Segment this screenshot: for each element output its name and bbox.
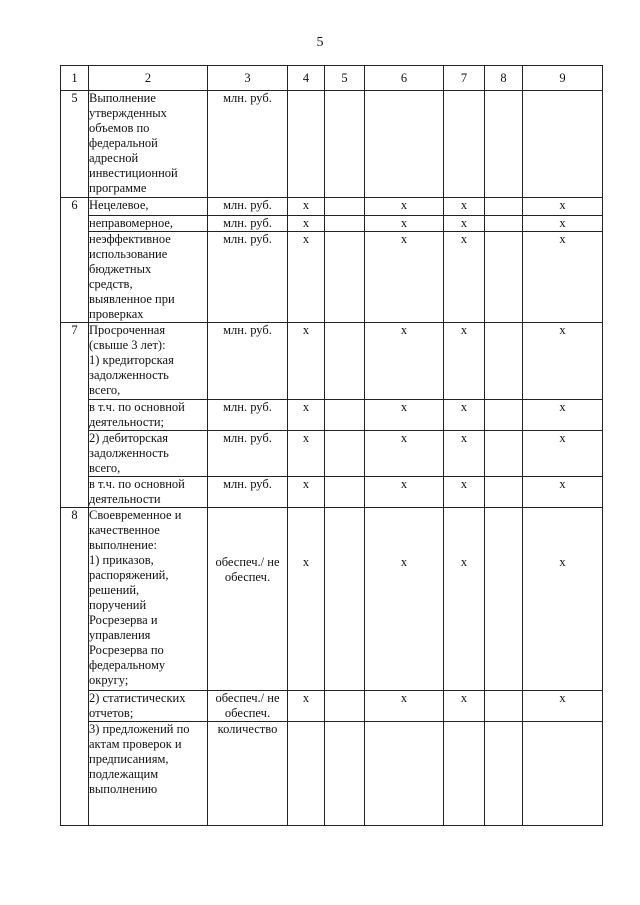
unit-cell: млн. руб. [208,323,288,400]
mark-cell: x [365,323,444,400]
mark-cell: x [365,691,444,722]
mark-cell: x [523,198,603,216]
row-number: 5 [61,91,89,198]
mark-cell: x [288,232,325,323]
unit-cell: обеспеч./ не обеспеч. [208,691,288,722]
row-number: 6 [61,198,89,323]
mark-cell: x [444,508,485,691]
table-row [61,198,603,216]
table-row [61,508,603,691]
mark-cell: x [444,431,485,477]
indicator-text: в т.ч. по основной деятельности; [89,400,208,431]
row-number: 8 [61,508,89,826]
mark-cell: x [365,477,444,508]
mark-cell: x [288,691,325,722]
header-cell: 6 [365,66,444,91]
page-number: 5 [316,35,324,50]
table-row [61,431,603,477]
header-cell: 5 [325,66,365,91]
mark-cell: x [365,431,444,477]
unit-cell: обеспеч./ не обеспеч. [208,508,288,691]
indicator-text: Своевременное и качественное выполнение: 1) приказов, распоряжений, решений, поручений Росрезерва и управления Росрезерва по федеральному округу; [89,508,208,691]
indicator-text: в т.ч. по основной деятельности [89,477,208,508]
unit-cell: млн. руб. [208,232,288,323]
indicator-text: 2) статистических отчетов; [89,691,208,722]
mark-cell: x [365,232,444,323]
mark-cell: x [365,508,444,691]
mark-cell: x [523,216,603,232]
indicator-text: 3) предложений по актам проверок и предписаниям, подлежащим выполнению [89,722,208,826]
header-cell: 4 [288,66,325,91]
unit-cell: млн. руб. [208,216,288,232]
mark-cell: x [523,323,603,400]
unit-cell: млн. руб. [208,91,288,198]
mark-cell: x [365,198,444,216]
table-header-row [61,66,603,91]
indicators-table [60,65,603,826]
mark-cell: x [523,477,603,508]
mark-cell: x [288,323,325,400]
header-cell: 2 [89,66,208,91]
header-cell: 7 [444,66,485,91]
mark-cell: x [444,323,485,400]
mark-cell: x [365,216,444,232]
mark-cell: x [288,431,325,477]
table-row [61,323,603,400]
indicator-text: Выполнение утвержденных объемов по федеральной адресной инвестиционной программе [89,91,208,198]
mark-cell: x [365,400,444,431]
table-row [61,400,603,431]
table-row [61,91,603,198]
header-cell: 9 [523,66,603,91]
mark-cell: x [444,216,485,232]
indicator-text: неэффективное использование бюджетных средств, выявленное при проверках [89,232,208,323]
indicator-text: 2) дебиторская задолженность всего, [89,431,208,477]
header-cell: 8 [485,66,523,91]
mark-cell: x [523,232,603,323]
mark-cell: x [288,508,325,691]
unit-cell: млн. руб. [208,431,288,477]
header-cell: 3 [208,66,288,91]
mark-cell: x [288,216,325,232]
mark-cell: x [444,691,485,722]
mark-cell: x [523,431,603,477]
header-cell: 1 [61,66,89,91]
table-row [61,691,603,722]
mark-cell: x [288,477,325,508]
mark-cell: x [523,691,603,722]
mark-cell: x [288,198,325,216]
table-row [61,722,603,826]
unit-cell: млн. руб. [208,400,288,431]
mark-cell: x [523,508,603,691]
indicator-text: неправомерное, [89,216,208,232]
row-number: 7 [61,323,89,508]
table-row [61,477,603,508]
unit-cell: млн. руб. [208,477,288,508]
mark-cell: x [523,400,603,431]
mark-cell: x [444,400,485,431]
mark-cell: x [444,232,485,323]
mark-cell: x [444,198,485,216]
mark-cell: x [288,400,325,431]
unit-cell: млн. руб. [208,198,288,216]
table-row [61,232,603,323]
table-row [61,216,603,232]
indicator-text: Нецелевое, [89,198,208,216]
unit-cell: количество [208,722,288,826]
mark-cell: x [444,477,485,508]
indicator-text: Просроченная (свыше 3 лет): 1) кредиторская задолженность всего, [89,323,208,400]
